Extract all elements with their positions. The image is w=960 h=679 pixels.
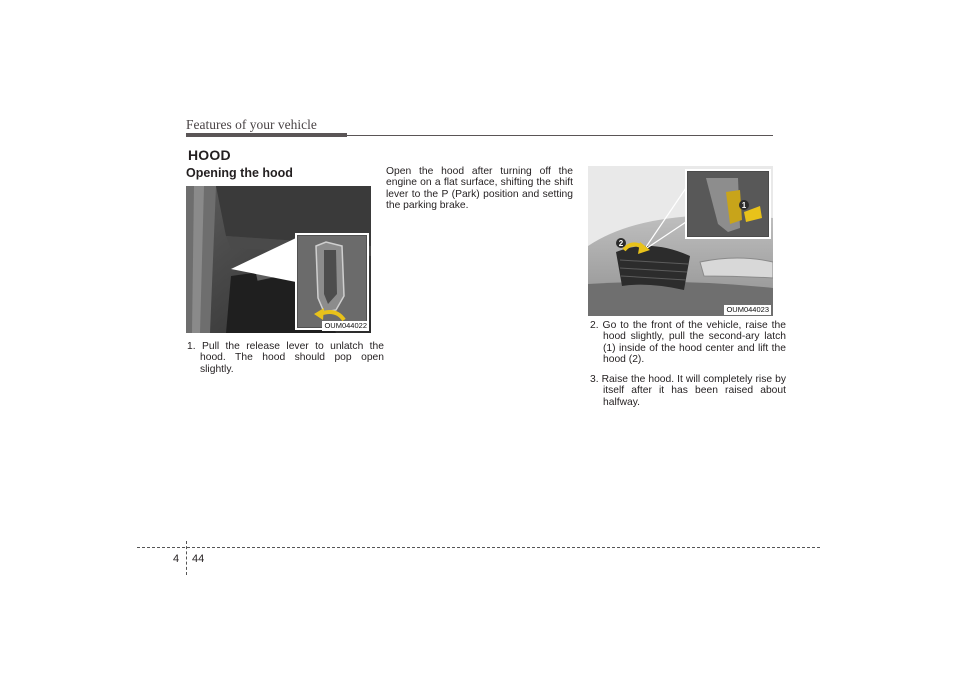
secondary-latch-figure	[588, 166, 773, 316]
page-number: 44	[192, 553, 205, 565]
subsection-title: Opening the hood	[186, 166, 293, 180]
step-2: 2. Go to the front of the vehicle, raise the hood slightly, pull the second-ary latch (1) inside of the hood center and lift the hood (2).	[590, 320, 786, 366]
intro-paragraph: Open the hood after turning off the engine on a flat surface, shifting the shift lever to the P (Park) position and setting the parking brake.	[386, 166, 573, 212]
callout-1: 1	[741, 201, 747, 210]
step-1: 1. Pull the release lever to unlatch the hood. The hood should pop open slightly.	[187, 341, 384, 375]
figure-code: OUM044022	[324, 321, 367, 330]
release-lever-figure	[186, 186, 371, 333]
header-title: Features of your vehicle	[186, 117, 317, 132]
figure-code: OUM044023	[726, 305, 769, 314]
step-3: 3. Raise the hood. It will completely rise by itself after it has been raised about halfway.	[590, 374, 786, 408]
callout-2: 2	[618, 239, 624, 248]
footer-rule	[137, 547, 820, 548]
section-title: HOOD	[188, 147, 231, 163]
chapter-number: 4	[173, 553, 180, 565]
footer-divider	[186, 541, 187, 575]
header-rule	[186, 135, 773, 136]
